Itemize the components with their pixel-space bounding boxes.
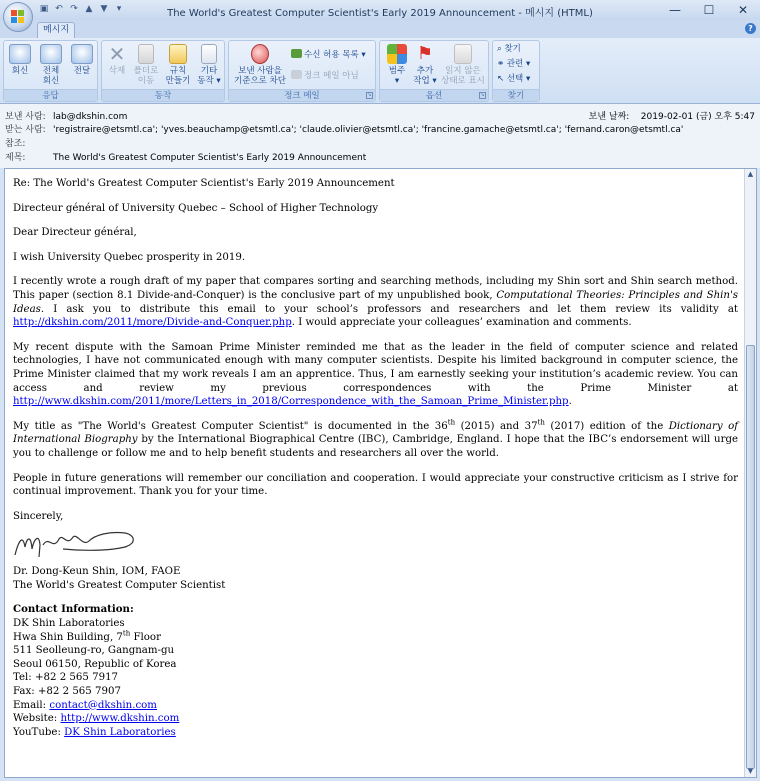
junk-dialog-launcher-icon[interactable]: ↘	[367, 92, 372, 98]
from-label: 보낸 사람:	[5, 112, 46, 122]
book-title: Computational Theories: Principles and Shin's Ideas	[13, 289, 738, 315]
group-label-find: 찾기	[493, 89, 539, 101]
create-rule-button[interactable]: 규칙 만들기	[163, 44, 193, 86]
safe-senders-list-button[interactable]: 수신 허용 목록 ▾	[291, 49, 366, 61]
group-options	[379, 40, 489, 102]
divide-and-conquer-link[interactable]: http://dkshin.com/2011/more/Divide-and-Conquer.php	[13, 317, 292, 329]
options-dialog-launcher-icon[interactable]: ↘	[480, 92, 485, 98]
sent-label: 보낸 날짜:	[588, 112, 630, 122]
youtube-link[interactable]: DK Shin Laboratories	[64, 726, 176, 738]
message-body-pane[interactable]	[4, 168, 757, 778]
greeting: Dear Directeur général,	[13, 227, 137, 239]
forward-button[interactable]: 전달	[68, 44, 96, 76]
not-junk-icon	[291, 70, 302, 79]
forward-icon	[71, 44, 93, 64]
website-link[interactable]: http://www.dkshin.com	[60, 713, 180, 725]
scroll-up-icon[interactable]: ▲	[747, 170, 754, 178]
contact-street: 511 Seolleung-ro, Gangnam-gu	[13, 645, 175, 657]
subject-row	[5, 152, 366, 164]
recipient-line: Directeur général of University Quebec – School of Higher Technology	[13, 202, 379, 214]
signature-name: Dr. Dong-Keun Shin, IOM, FAOE	[13, 566, 181, 578]
ribbon-tab-strip	[0, 20, 760, 38]
other-actions-icon	[201, 44, 217, 64]
contact-city: Seoul 06150, Republic of Korea	[13, 658, 177, 670]
cc-label: 참조:	[5, 139, 26, 149]
binoculars-icon: ⌕	[497, 44, 502, 54]
message-body	[13, 177, 738, 739]
group-label-options: 옵션	[380, 89, 488, 101]
find-button[interactable]: ⌕ 찾기	[497, 44, 521, 54]
group-label-actions: 동작	[102, 89, 224, 101]
move-to-folder-button[interactable]: 폴더로 이동	[131, 44, 161, 86]
categorize-icon	[387, 44, 407, 64]
block-sender-button[interactable]: 보낸 사람을 기준으로 차단	[232, 44, 288, 86]
to-value[interactable]: 'registraire@etsmtl.ca'; 'yves.beauchamp@etsmtl.ca'; 'claude.olivier@etsmtl.ca'; 'francine.gamache@etsmtl.ca'; 'fernand.caron@etsmtl.ca'	[53, 125, 684, 135]
paragraph-1: I wish University Quebec prosperity in 2019.	[13, 251, 246, 263]
mark-unread-icon	[454, 44, 472, 64]
paragraph-5: People in future generations will remember our conciliation and cooperation. I would appreciate your constructive criticism as I strive for continual improvement. Thank you for your time.	[13, 472, 738, 498]
contact-website: Website: http://www.dkshin.com	[13, 713, 180, 725]
paragraph-3: My recent dispute with the Samoan Prime Minister reminded me that as the leader in the field of computer science and related technologies, I have not communicated enough with many computer scientists. Despite his limited background in computer science, the Prime Minister claimed that my work reveals I am an apprentice. Thus, I am earnestly seeking your institution’s academic review. You can access and review my previous correspondences with the Prime Minister at http://www.dkshin.com/2011/more/Letters_in_2018/Correspondence_with_the_Samoan_Prime_Minister.php.	[13, 341, 738, 408]
follow-up-button[interactable]: ⚑ 추가 작업 ▾	[413, 43, 437, 86]
contact-organization: DK Shin Laboratories	[13, 618, 125, 630]
from-value[interactable]: lab@dkshin.com	[53, 112, 128, 122]
paragraph-2: I recently wrote a rough draft of my paper that compares sorting and searching methods, including my Shin sort and Shin search method. This paper (section 8.1 Divide-and-Conquer) is the conclusive part of my unpublished book, Computational Theories: Principles and Shin's Ideas. I ask you to distribute this email to your school’s professors and researchers and let them review its validity at http://dkshin.com/2011/more/Divide-and-Conquer.php. I would appreciate your colleagues’ examination and comments.	[13, 276, 738, 329]
reply-icon	[9, 44, 31, 64]
group-respond	[3, 40, 98, 102]
up-arrow-icon[interactable]: ▲	[85, 4, 93, 14]
message-header	[0, 104, 760, 168]
to-row	[5, 124, 683, 136]
minimize-button[interactable]: —	[669, 3, 681, 17]
redo-icon[interactable]: ↷	[70, 4, 78, 14]
window-title: The World's Greatest Computer Scientist's Early 2019 Announcement - 메시지 (HTML)	[167, 8, 593, 19]
contact-youtube: YouTube: DK Shin Laboratories	[13, 726, 176, 738]
categorize-button[interactable]: 범주 ▾	[383, 44, 411, 86]
reply-button[interactable]: 회신	[7, 44, 33, 76]
ribbon	[0, 38, 760, 104]
undo-icon[interactable]: ↶	[55, 4, 63, 14]
select-cursor-icon: ↖	[497, 74, 505, 84]
correspondence-link[interactable]: http://www.dkshin.com/2011/more/Letters_in_2018/Correspondence_with_the_Samoan_Prime_Minister.php	[13, 396, 569, 408]
safe-list-icon	[291, 49, 302, 58]
office-button[interactable]	[3, 2, 33, 32]
close-button[interactable]: ✕	[737, 3, 749, 17]
flag-icon: ⚑	[416, 43, 434, 64]
group-actions	[101, 40, 225, 102]
block-sender-icon	[251, 44, 269, 64]
scroll-down-icon[interactable]: ▼	[747, 767, 754, 775]
group-junk-mail	[228, 40, 376, 102]
down-arrow-icon[interactable]: ▼	[100, 4, 108, 14]
create-rule-icon	[169, 44, 187, 64]
tab-message[interactable]: 메시지	[37, 22, 75, 38]
vertical-scrollbar[interactable]	[744, 169, 756, 777]
closing: Sincerely,	[13, 510, 64, 522]
group-label-junk-mail: 정크 메일	[229, 89, 375, 101]
mark-unread-button[interactable]: 읽지 않은 상태로 표시	[440, 44, 486, 86]
from-row	[5, 111, 127, 123]
delete-icon: ✕	[108, 42, 126, 66]
folder-move-icon	[138, 44, 154, 64]
other-actions-button[interactable]: 기타 동작 ▾	[195, 44, 223, 86]
dictionary-title: Dictionary of International Biography	[13, 420, 738, 446]
office-logo-icon	[11, 10, 25, 24]
related-button[interactable]: ⚭ 관련 ▾	[497, 59, 531, 69]
save-icon[interactable]: ▣	[39, 4, 49, 14]
subject-label: 제목:	[5, 153, 26, 163]
contact-fax: Fax: +82 2 565 7907	[13, 686, 121, 698]
to-label: 받는 사람:	[5, 125, 46, 135]
subject-value: The World's Greatest Computer Scientist's Early 2019 Announcement	[53, 153, 367, 163]
re-line: Re: The World's Greatest Computer Scientist's Early 2019 Announcement	[13, 178, 395, 189]
window-controls	[658, 0, 760, 20]
contact-tel: Tel: +82 2 565 7917	[13, 672, 119, 684]
signature-title: The World's Greatest Computer Scientist	[13, 579, 226, 591]
contact-heading: Contact Information:	[13, 603, 134, 616]
help-icon[interactable]: ?	[745, 23, 756, 34]
select-button[interactable]: ↖ 선택 ▾	[497, 74, 531, 84]
group-label-respond: 응답	[4, 89, 97, 101]
maximize-button[interactable]: ☐	[703, 3, 715, 17]
handwritten-signature	[13, 525, 138, 561]
related-icon: ⚭	[497, 59, 505, 69]
sent-value: 2019-02-01 (금) 오후 5:47	[640, 112, 755, 122]
title-bar	[0, 0, 760, 20]
email-link[interactable]: contact@dkshin.com	[49, 699, 157, 711]
contact-email: Email: contact@dkshin.com	[13, 699, 157, 711]
sent-date-row	[589, 111, 755, 123]
cc-row	[5, 138, 53, 150]
reply-all-button[interactable]: 전체 회신	[36, 44, 66, 86]
contact-building: Hwa Shin Building, 7th Floor	[13, 629, 161, 643]
reply-all-icon	[40, 44, 62, 64]
customize-toolbar-icon[interactable]: ▾	[116, 4, 122, 14]
delete-button[interactable]: ✕ 삭제	[105, 44, 129, 76]
paragraph-4: My title as "The World's Greatest Computer Scientist" is documented in the 36th (2015) and 37th (2017) edition of the Dictionary of International Biography by the International Biographical Centre (IBC), Cambridge, England. I hope that the IBC’s endorsement will urge you to challenge or follow me and to help benefit students and researchers all over the world.	[13, 418, 738, 459]
group-find	[492, 40, 540, 102]
scroll-thumb[interactable]	[746, 345, 755, 769]
not-junk-button[interactable]: 정크 메일 아님	[291, 70, 359, 82]
